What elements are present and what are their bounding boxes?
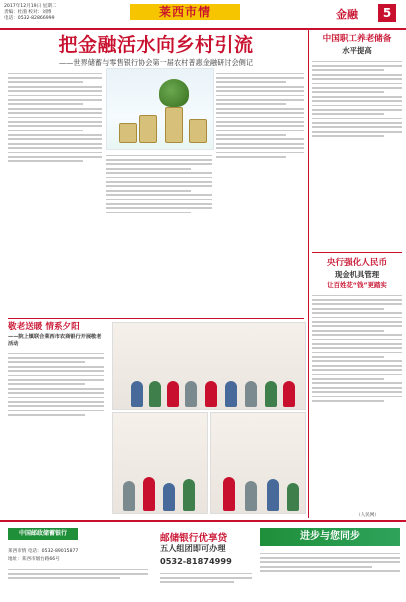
text-line: [216, 90, 304, 92]
text-line: [8, 375, 104, 377]
person-figure: [283, 381, 295, 407]
text-line: [8, 577, 120, 579]
masthead: 莱西市情: [130, 4, 240, 20]
text-line: [8, 81, 83, 83]
text-line: [8, 361, 85, 363]
contact-line-2: 地址：莱西市烟台路66号: [8, 557, 60, 562]
text-line: [312, 352, 402, 354]
text-line: [8, 569, 148, 571]
text-line: [8, 138, 102, 140]
text-line: [8, 366, 104, 368]
coin-stack: [139, 115, 157, 143]
text-line: [312, 387, 402, 389]
text-line: [312, 347, 402, 349]
text-line: [312, 131, 402, 133]
text-line: [8, 103, 83, 105]
text-line: [312, 360, 402, 362]
text-line: [216, 130, 304, 132]
text-line: [160, 573, 252, 575]
text-line: [216, 77, 304, 79]
contact-line-1: 莱西市情 电话：0532-89015877: [8, 549, 79, 554]
text-line: [8, 401, 104, 403]
coin-stack: [165, 107, 183, 143]
text-line: [312, 378, 384, 380]
text-line: [216, 117, 304, 119]
text-line: [312, 303, 402, 305]
text-line: [8, 353, 104, 355]
text-line: [106, 199, 212, 201]
text-line: [216, 86, 304, 88]
text-line: [312, 365, 402, 367]
text-line: [8, 397, 104, 399]
text-line: [216, 73, 304, 75]
text-line: [312, 83, 402, 85]
person-figure: [185, 381, 197, 407]
text-line: [216, 147, 304, 149]
text-line: [312, 330, 384, 332]
text-line: [216, 156, 286, 158]
text-line: [312, 122, 402, 124]
text-line: [312, 61, 402, 63]
feature-title: 敬老送暖 情系夕阳: [8, 322, 80, 332]
text-line: [106, 203, 212, 205]
text-line: [106, 163, 212, 165]
text-line: [160, 577, 252, 579]
text-line: [160, 581, 234, 583]
text-line: [216, 138, 304, 140]
text-line: [8, 77, 102, 79]
text-line: [8, 130, 83, 132]
text-line: [312, 100, 402, 102]
text-line: [8, 99, 102, 101]
column-divider: [308, 30, 309, 518]
person-figure: [287, 483, 299, 511]
text-line: [312, 325, 402, 327]
page-number: 5: [378, 4, 396, 22]
text-line: [8, 108, 102, 110]
text-line: [106, 172, 212, 174]
right-side-title: 央行强化人民币: [326, 258, 388, 268]
feature-divider: [8, 318, 304, 319]
sub-headline: ——世界储蓄与零售银行协会第一届农村普惠金融研讨会侧记: [58, 58, 254, 67]
text-line: [8, 147, 102, 149]
text-line: [312, 91, 384, 93]
text-line: [216, 81, 286, 83]
text-line: [8, 370, 104, 372]
text-line: [8, 573, 148, 575]
text-line: [106, 185, 212, 187]
text-line: [312, 312, 402, 314]
text-line: [106, 168, 191, 170]
header-meta: [4, 4, 56, 22]
text-line: [8, 121, 102, 123]
ad-title: 邮储银行优享贷: [160, 533, 228, 544]
text-line: [106, 177, 212, 179]
text-line: [312, 135, 384, 137]
text-line: [8, 414, 85, 416]
text-line: [106, 190, 191, 192]
date-line: 2017年12月19日 星期二: [4, 4, 57, 9]
text-line: [260, 566, 372, 568]
text-line: [216, 99, 304, 101]
text-line: [106, 194, 212, 196]
text-line: [106, 212, 191, 214]
feature-subtitle: ——院上镇联合莱西市农商银行开展敬老活动: [8, 334, 102, 347]
person-figure: [123, 481, 135, 511]
feature-photo-group: [112, 322, 306, 410]
text-line: [216, 152, 304, 154]
text-line: [8, 383, 85, 385]
person-figure: [265, 381, 277, 407]
phone-line: 电话：0532-82866999: [4, 16, 55, 21]
text-line: [312, 382, 402, 384]
text-line: [312, 295, 402, 297]
feature-photo-left: [112, 412, 208, 514]
ad-hotline: 0532-81874999: [160, 556, 232, 566]
text-line: [106, 155, 212, 157]
text-line: [8, 388, 104, 390]
bank-logo: 中国邮政储蓄银行: [8, 528, 78, 540]
person-figure: [131, 381, 143, 407]
person-figure: [143, 477, 155, 511]
text-line: [8, 117, 102, 119]
ad-subtitle: 五人组团即可办理: [160, 543, 226, 553]
text-line: [260, 553, 400, 555]
text-line: [312, 65, 402, 67]
text-line: [8, 86, 102, 88]
coin-stack: [119, 123, 137, 143]
plant-icon: [159, 79, 189, 107]
text-line: [312, 317, 402, 319]
main-column-1: [8, 70, 102, 310]
right-side-kicker: 让百姓花“钱”更踏实: [327, 281, 387, 289]
person-figure: [167, 381, 179, 407]
text-line: [106, 181, 212, 183]
person-figure: [163, 483, 175, 511]
main-headline: 把金融活水向乡村引流: [58, 34, 254, 56]
feature-photo-right: [210, 412, 306, 514]
text-line: [312, 96, 402, 98]
text-line: [8, 156, 102, 158]
person-figure: [149, 381, 161, 407]
person-figure: [223, 477, 235, 511]
editor-line: 责编：杜鹃 校对：刘博: [4, 10, 52, 15]
text-line: [312, 69, 384, 71]
text-line: [216, 95, 304, 97]
text-line: [312, 396, 402, 398]
person-figure: [205, 381, 217, 407]
text-line: [106, 159, 212, 161]
text-line: [216, 112, 304, 114]
text-line: [8, 143, 102, 145]
text-line: [8, 134, 102, 136]
text-line: [312, 321, 402, 323]
text-line: [216, 143, 304, 145]
text-line: [312, 400, 384, 402]
main-photo: [106, 68, 214, 150]
text-line: [8, 160, 83, 162]
text-line: [216, 108, 304, 110]
text-line: [312, 308, 384, 310]
right-column-subtitle: 水平提高: [342, 46, 372, 55]
text-line: [312, 109, 402, 111]
section-title: 金融: [336, 8, 358, 21]
text-line: [312, 369, 402, 371]
text-line: [312, 391, 402, 393]
right-column-text-bottom: [312, 292, 402, 512]
bottom-right-text: [260, 550, 400, 596]
right-column-title: 中国职工养老储备: [322, 34, 392, 44]
right-section-divider: [312, 252, 402, 253]
main-column-3: [216, 70, 304, 310]
text-line: [312, 374, 402, 376]
person-figure: [267, 479, 279, 511]
text-line: [312, 87, 402, 89]
text-line: [260, 557, 400, 559]
text-line: [8, 125, 102, 127]
text-line: [312, 299, 402, 301]
text-line: [8, 392, 104, 394]
text-line: [8, 152, 102, 154]
text-line: [312, 334, 402, 336]
text-line: [216, 103, 286, 105]
person-figure: [183, 479, 195, 511]
text-line: [106, 207, 212, 209]
text-line: [8, 410, 104, 412]
credit: （人民网）: [356, 513, 379, 518]
text-line: [260, 570, 400, 572]
main-column-2: [106, 152, 212, 312]
ribbon-banner: 进步与您同步: [260, 528, 400, 546]
person-figure: [225, 381, 237, 407]
right-side-subtitle: 现金机具管理: [334, 270, 380, 279]
text-line: [312, 356, 384, 358]
text-line: [312, 126, 402, 128]
coin-stack: [189, 119, 207, 143]
feature-text: [8, 350, 104, 514]
right-column-text-top: [312, 58, 402, 250]
text-line: [8, 90, 102, 92]
text-line: [312, 339, 402, 341]
text-line: [216, 121, 304, 123]
text-line: [8, 405, 104, 407]
text-line: [312, 74, 402, 76]
text-line: [8, 95, 102, 97]
text-line: [312, 118, 402, 120]
text-line: [312, 113, 384, 115]
text-line: [216, 125, 304, 127]
text-line: [312, 343, 402, 345]
bottom-mid-text: [160, 570, 252, 596]
text-line: [8, 73, 102, 75]
person-figure: [245, 381, 257, 407]
person-figure: [245, 481, 257, 511]
text-line: [216, 134, 286, 136]
text-line: [312, 78, 402, 80]
bottom-left-text: [8, 566, 148, 596]
text-line: [8, 379, 104, 381]
text-line: [8, 357, 104, 359]
text-line: [312, 105, 402, 107]
text-line: [260, 561, 400, 563]
text-line: [8, 112, 102, 114]
top-bar: [0, 0, 406, 30]
